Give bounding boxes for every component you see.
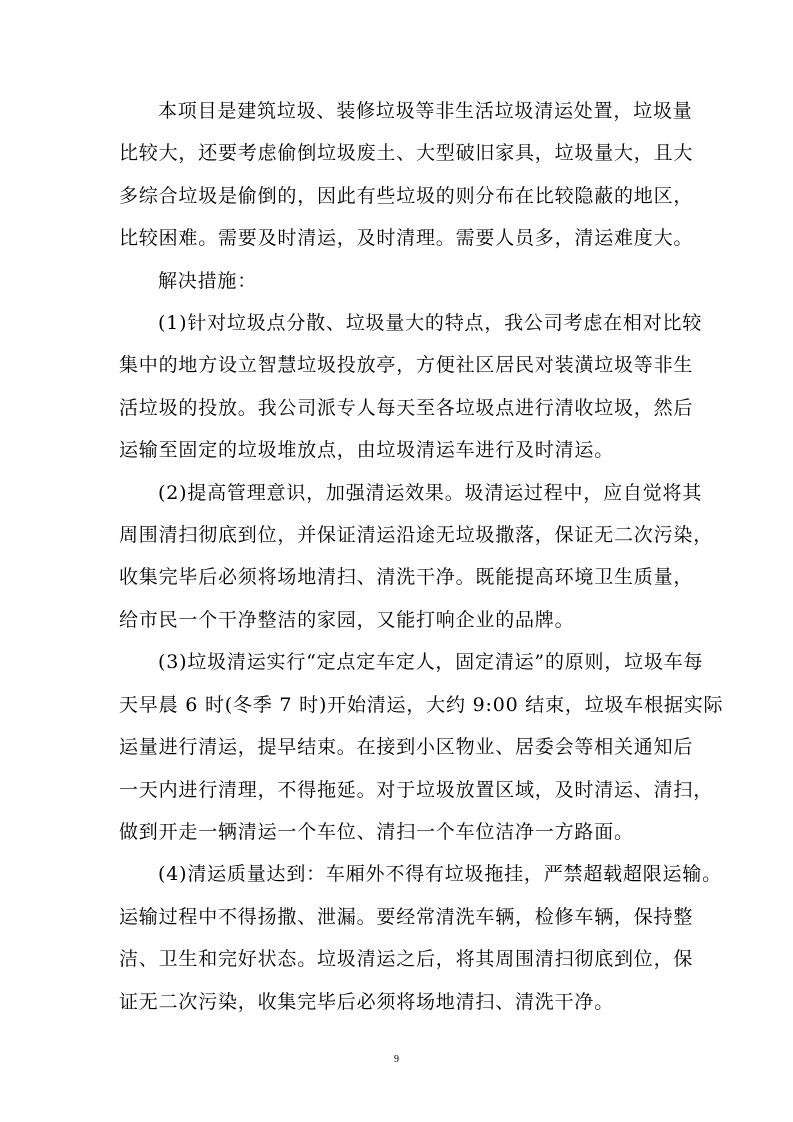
text-line: 洁、卫生和完好状态。垃圾清运之后，将其周围清扫彻底到位，保 [119, 948, 694, 971]
text-line: 比较困难。需要及时清运，及时清理。需要人员多，清运难度大。 [119, 227, 694, 250]
text-line: 给市民一个干净整洁的家园，又能打响企业的品牌。 [119, 608, 575, 631]
text-line: 本项目是建筑垃圾、装修垃圾等非生活垃圾清运处置，垃圾量 [158, 100, 693, 122]
text-line: 运输过程中不得扬撒、泄漏。要经常清洗车辆，检修车辆，保持整 [119, 905, 694, 928]
text-line: 天早晨 6 时(冬季 7 时)开始清运，大约 9:00 结束，垃圾车根据实际 [119, 693, 724, 716]
text-line: 多综合垃圾是偷倒的，因此有些垃圾的则分布在比较隐蔽的地区， [119, 184, 694, 207]
text-line: (4)清运质量达到：车厢外不得有垃圾拖挂，严禁超载超限运输。 [158, 863, 722, 886]
paragraph-solutions-heading [119, 260, 675, 302]
text-line: 集中的地方设立智慧垃圾投放亭，方便社区居民对装潢垃圾等非生 [119, 354, 694, 377]
text-line: 运输至固定的垃圾堆放点，由垃圾清运车进行及时清运。 [119, 439, 615, 462]
page-number: 9 [394, 1054, 399, 1065]
text-line: 收集完毕后必须将场地清扫、清洗干净。既能提高环境卫生质量， [119, 566, 694, 589]
text-line: 运量进行清运，提早结束。在接到小区物业、居委会等相关通知后 [119, 736, 694, 759]
section-heading: 解决措施： [158, 269, 258, 292]
page-body [119, 90, 724, 1023]
text-line: 做到开走一辆清运一个车位、清扫一个车位洁净一方路面。 [119, 820, 634, 843]
text-line: 证无二次污染，收集完毕后必须将场地清扫、清洗干净。 [119, 990, 615, 1013]
text-line: (1)针对垃圾点分散、垃圾量大的特点，我公司考虑在相对比较 [158, 312, 703, 335]
paragraph-project-overview [119, 90, 694, 260]
text-line: 比较大，还要考虑偷倒垃圾废土、大型破旧家具，垃圾量大，且大 [119, 142, 694, 165]
text-line: (3)垃圾清运实行“定点定车定人，固定清运”的原则，垃圾车每 [158, 651, 704, 674]
text-line: 周围清扫彻底到位，并保证清运沿途无垃圾撒落，保证无二次污染， [119, 524, 714, 547]
paragraph-measure-3 [119, 641, 724, 853]
paragraph-measure-4 [119, 853, 722, 1023]
paragraph-measure-1 [119, 302, 703, 472]
paragraph-measure-2 [119, 472, 714, 642]
text-line: 活垃圾的投放。我公司派专人每天至各垃圾点进行清收垃圾，然后 [119, 396, 694, 419]
text-line: (2)提高管理意识，加强清运效果。圾清运过程中，应自觉将其 [158, 481, 703, 504]
text-line: 一天内进行清理，不得拖延。对于垃圾放置区域，及时清运、清扫， [119, 778, 714, 801]
